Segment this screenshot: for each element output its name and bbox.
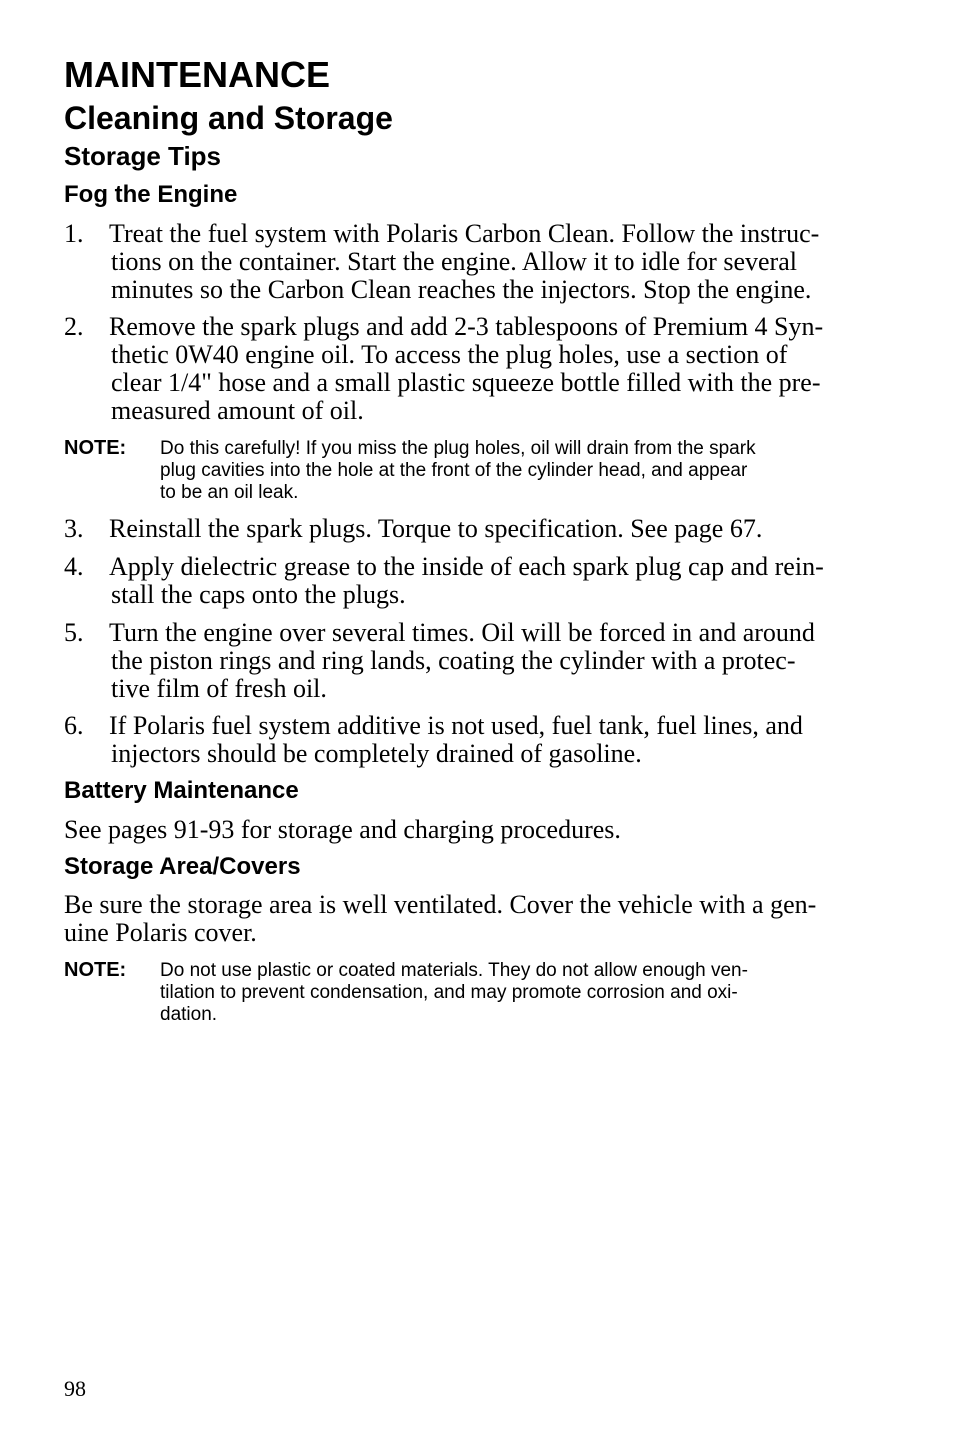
chapter-heading: Cleaning and Storage <box>64 100 393 136</box>
list-item-number: 1. <box>64 219 84 248</box>
list-item-line: minutes so the Carbon Clean reaches the injectors. Stop the engine. <box>111 275 812 304</box>
list-item-line: stall the caps onto the plugs. <box>111 580 406 609</box>
note-line: to be an oil leak. <box>160 482 299 503</box>
list-item-line: Remove the spark plugs and add 2-3 tablespoons of Premium 4 Syn- <box>109 312 824 341</box>
paragraph-line: Be sure the storage area is well ventilated. Cover the vehicle with a gen- <box>64 890 817 919</box>
list-item-line: If Polaris fuel system additive is not used, fuel tank, fuel lines, and <box>109 711 803 740</box>
list-item-number: 4. <box>64 552 84 581</box>
list-item-line: Treat the fuel system with Polaris Carbon Clean. Follow the instruc- <box>109 219 820 248</box>
storage-area-text <box>64 891 864 947</box>
note-line: dation. <box>160 1004 218 1025</box>
list-item-line: clear 1/4" hose and a small plastic squeeze bottle filled with the pre- <box>111 368 821 397</box>
list-item-line: Turn the engine over several times. Oil will be forced in and around <box>109 618 815 647</box>
list-item-number: 2. <box>64 312 84 341</box>
note-line: plug cavities into the hole at the front of the cylinder head, and appear <box>160 460 748 481</box>
note-line: tilation to prevent condensation, and may promote corrosion and oxi- <box>160 982 738 1003</box>
paragraph-line: uine Polaris cover. <box>64 918 257 947</box>
storage-area-heading: Storage Area/Covers <box>64 853 301 880</box>
list-item-number: 5. <box>64 618 84 647</box>
note-line: Do not use plastic or coated materials. They do not allow enough ven- <box>160 960 748 981</box>
battery-maintenance-heading: Battery Maintenance <box>64 777 299 804</box>
page-number: 98 <box>64 1376 86 1401</box>
note-line: Do this carefully! If you miss the plug holes, oil will drain from the spark <box>160 438 756 459</box>
list-item-line: Reinstall the spark plugs. Torque to specification. See page 67. <box>109 514 763 543</box>
list-item-line: thetic 0W40 engine oil. To access the plug holes, use a section of <box>111 340 788 369</box>
list-item-line: the piston rings and ring lands, coating the cylinder with a protec- <box>111 646 796 675</box>
list-item-line: tive film of fresh oil. <box>111 674 327 703</box>
note-label: NOTE: <box>64 959 127 981</box>
section-heading: MAINTENANCE <box>64 54 330 95</box>
list-item-line: measured amount of oil. <box>111 396 364 425</box>
fog-engine-heading: Fog the Engine <box>64 181 238 208</box>
subsection-heading: Storage Tips <box>64 141 222 171</box>
note-label: NOTE: <box>64 437 127 459</box>
list-item-line: Apply dielectric grease to the inside of each spark plug cap and rein- <box>109 552 824 581</box>
list-item-number: 3. <box>64 514 84 543</box>
list-item-number: 6. <box>64 711 84 740</box>
list-item-line: injectors should be completely drained of gasoline. <box>111 739 642 768</box>
list-item-line: tions on the container. Start the engine. Allow it to idle for several <box>111 247 797 276</box>
battery-maintenance-text: See pages 91-93 for storage and charging procedures. <box>64 815 621 844</box>
